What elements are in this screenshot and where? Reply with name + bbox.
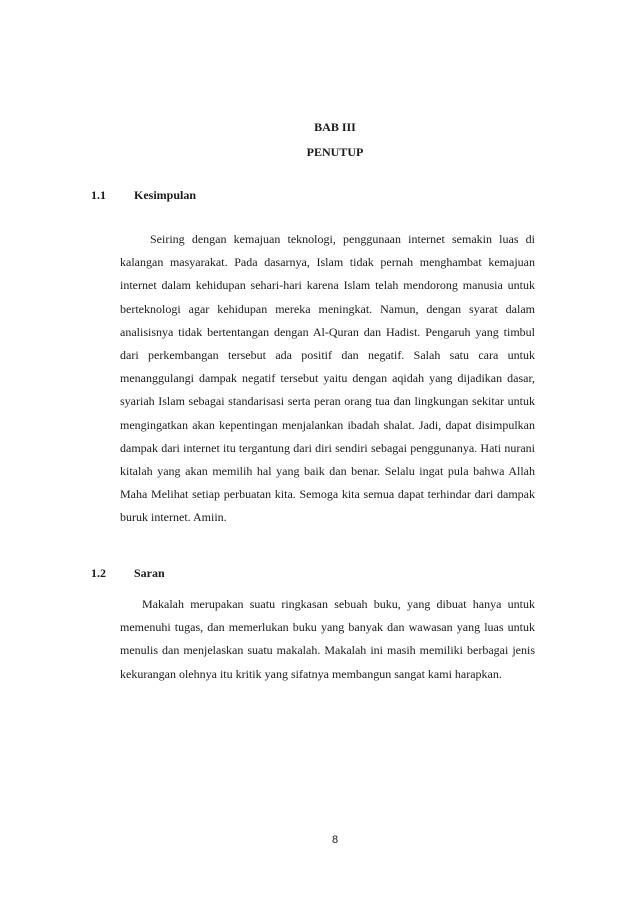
section-paragraph-kesimpulan: Seiring dengan kemajuan teknologi, penggunaan internet semakin luas di kalangan masyarakat. Pada dasarnya, Islam tidak pernah menghambat kemajuan internet dalam kehidupan sehari-hari karena Islam telah mendorong manusia untuk berteknologi agar kehidupan mereka meningkat. Namun, dengan syarat dalam analisisnya tidak bertentangan dengan Al-Quran dan Hadist. Pengaruh yang timbul dari perkembangan tersebut ada positif dan negatif. Salah satu cara untuk menanggulangi dampak negatif tersebut yaitu dengan aqidah yang dijadikan dasar, syariah Islam sebagai standarisasi serta peran orang tua dan lingkungan sekitar untuk mengingatkan akan kepentingan menjalankan ibadah shalat. Jadi, dapat disimpulkan dampak dari internet itu tergantung dari diri sendiri sebagai penggunanya. Hati nurani kitalah yang akan memilih hal yang baik dan benar. Selalu ingat pula bahwa Allah Maha Melihat setiap perbuatan kita. Semoga kita semua dapat terhindar dari dampak buruk internet. Amiin. xyxy=(120,232,535,525)
page-number: 8 xyxy=(331,834,339,846)
section-title: Saran xyxy=(134,566,165,580)
chapter-number: BAB III xyxy=(314,120,356,134)
section-number: 1.1 xyxy=(91,188,106,202)
section-number: 1.2 xyxy=(91,566,106,580)
section-title: Kesimpulan xyxy=(134,188,197,202)
section-paragraph-saran: Makalah merupakan suatu ringkasan sebuah buku, yang dibuat hanya untuk memenuhi tugas, dan memerlukan buku yang banyak dan wawasan yang luas untuk menulis dan menjelaskan suatu makalah. Makalah ini masih memiliki berbagai jenis kekurangan olehnya itu kritik yang sifatnya membangun sangat kami harapkan. xyxy=(120,597,535,681)
chapter-title: PENUTUP xyxy=(306,145,364,159)
